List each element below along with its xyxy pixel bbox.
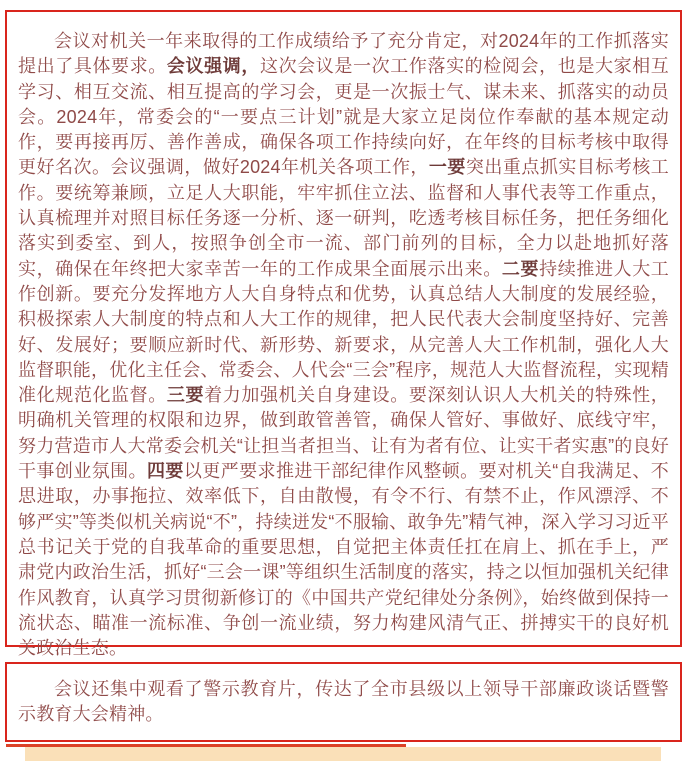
emphasis-point-four: 四要 <box>146 461 184 482</box>
text-segment: 会议对机关一年来取得的工作成绩给予了充分肯定，对2024年的工作抓落实提出了具体要求。 <box>18 31 669 77</box>
warning-education-paragraph: 会议还集中观看了警示教育片，传达了全市县级以上领导干部廉政谈话暨警示教育大会精神。 <box>18 679 669 725</box>
meeting-summary-box <box>5 10 682 659</box>
text-segment: 持续推进人大工作创新。要充分发挥地方人大自身特点和优势，认真总结人大制度的发展经验，积极探索人大制度的特点和人大工作的规律，把人民代表大会制度坚持好、完善好、发展好；要顺应新时代、新形势、新要求，从完善人大工作机制，强化人大监督职能，优化主任会、常委会、人代会“三会”程序，规范人大监督流程，实现精准化规范化监督。 <box>18 258 670 406</box>
text-segment: 这次会议是一次工作落实的检阅会，也是大家相互学习、相互交流、相互提高的学习会，更是一次振士气、谋未来、抓落实的动员会。2024年，常委会的“一要点三计划”就是大家立足岗位作奉献的基本规定动作，要再接再厉、善作善成，确保各项工作持续向好，在年终的目标考核中取得更好名次。会议强调，做好2024年机关各项工作， <box>18 56 669 178</box>
emphasis-point-one: 一要 <box>428 157 466 178</box>
text-segment: 突出重点抓实目标考核工作。要统筹兼顾，立足人大职能，牢牢抓住立法、监督和人事代表等工作重点，认真梳理并对照目标任务逐一分析、逐一研判，吃透考核目标任务，把任务细化落实到委室、到人，按照争创全市一流、部门前列的目标，全力以赴地抓好落实，确保在年终把大家幸苦一年的工作成果全面展示出来。 <box>18 157 669 279</box>
emphasis-point-three: 三要 <box>166 385 205 406</box>
meeting-summary-paragraph <box>18 29 669 661</box>
emphasis-meeting-stressed: 会议强调， <box>166 56 260 77</box>
text-segment: 着力加强机关自身建设。要深刻认识人大机关的特殊性，明确机关管理的权限和边界，做到敢管善管，确保人管好、事做好、底线守牢，努力营造市人大常委会机关“让担当者担当、让有为者有位、让实干者实惠”的良好干事创业氛围。 <box>18 385 669 482</box>
warning-education-box <box>5 662 682 742</box>
bottom-divider-peach-band <box>25 747 661 761</box>
emphasis-point-two: 二要 <box>501 258 540 279</box>
text-segment: 以更严要求推进干部纪律作风整顿。要对机关“自我满足、不思进取，办事拖拉、效率低下，自由散慢，有令不行、有禁不止，作风漂浮、不够严实”等类似机关病说“不”，持续迸发“不服输、敢争先”精气神，深入学习习近平总书记关于党的自我革命的重要思想，自觉把主体责任扛在肩上、抓在手上，严肃党内政治生活，抓好“三会一课”等组织生活制度的落实，持之以恒加强机关纪律作风教育，认真学习贯彻新修订的《中国共产党纪律处分条例》，始终做到保持一流状态、瞄准一流标准、争创一流业绩，努力构建风清气正、拼搏实干的良好机关政治生态。 <box>18 461 669 659</box>
